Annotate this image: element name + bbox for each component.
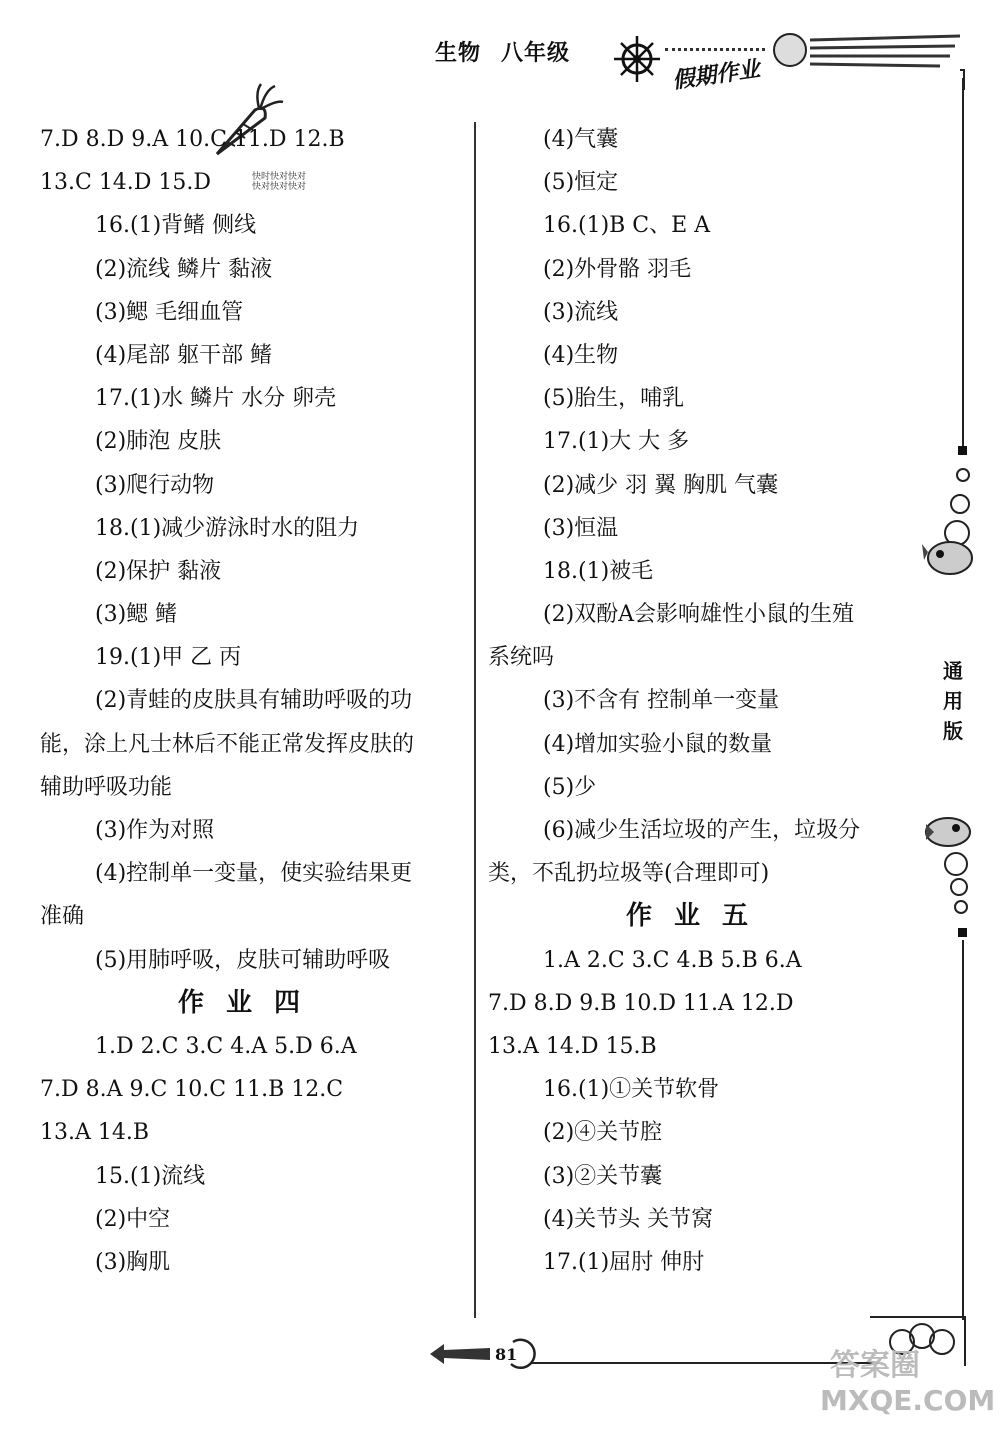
grade-label: 八年级 [501, 40, 571, 66]
corner-decoration-icon [770, 30, 970, 90]
answer-line: (3)不含有 控制单一变量 [543, 688, 780, 714]
section-heading: 作业五 [625, 901, 770, 932]
bubble-icon [950, 878, 968, 896]
answer-line: (6)减少生活垃圾的产生，垃圾分 [543, 818, 861, 843]
right-answer-column [488, 118, 908, 1284]
answer-line: (4)关节头 关节窝 [543, 1206, 714, 1232]
answer-line: (3)作为对照 [95, 818, 215, 843]
answer-line: 类，不乱扔垃圾等(合理即可) [488, 861, 770, 887]
answer-line: (2)中空 [95, 1206, 171, 1232]
answer-line: 18.(1)减少游泳时水的阻力 [95, 515, 360, 541]
answer-line: (2)减少 羽 翼 胸肌 气囊 [543, 472, 779, 498]
edition-label: 通用版 [943, 659, 963, 743]
answer-line: (2)青蛙的皮肤具有辅助呼吸的功 [95, 688, 413, 714]
answer-line: (5)少 [543, 774, 597, 800]
answer-line: (2)双酚A会影响雄性小鼠的生殖 [543, 602, 855, 628]
answer-line: (5)用肺呼吸，皮肤可辅助呼吸 [95, 947, 391, 973]
answer-line: 17.(1)屈肘 伸肘 [543, 1249, 705, 1275]
answer-line: 17.(1)大 大 多 [543, 429, 690, 455]
fish-mascot-icon [920, 532, 976, 582]
watermark-logo: 答案圈 [830, 1348, 920, 1383]
bubble-icon [950, 494, 970, 514]
answer-line: 7.D 8.A 9.C 10.C 11.B 12.C [40, 1077, 344, 1103]
header-dotted-rule [665, 48, 765, 51]
page-header [435, 36, 570, 67]
answer-line: 1.D 2.C 3.C 4.A 5.D 6.A [95, 1033, 357, 1059]
answer-line: 19.(1)甲 乙 丙 [95, 645, 242, 671]
answer-line: (3)爬行动物 [95, 472, 215, 498]
answer-line: 16.(1)背鳍 侧线 [95, 213, 257, 239]
answer-line: 1.A 2.C 3.C 4.B 5.B 6.A [543, 947, 802, 973]
left-answer-column [40, 118, 460, 1284]
stamp-line-1: 快时快对快对 [252, 172, 307, 182]
answer-line: (2)流线 鳞片 黏液 [95, 256, 273, 282]
footer-rule [530, 1362, 880, 1364]
answer-line: 16.(1)①关节软骨 [543, 1077, 720, 1103]
answer-line: 17.(1)水 鳞片 水分 卵壳 [95, 386, 337, 412]
rule-end-marker [958, 446, 967, 455]
brand-logo: 假期作业 [670, 55, 762, 94]
answer-line: 15.(1)流线 [95, 1163, 206, 1189]
answer-line: (3)恒温 [543, 515, 619, 541]
fish-mascot-icon [920, 808, 976, 854]
answer-line: (4)增加实验小鼠的数量 [543, 731, 773, 757]
answer-line: 辅助呼吸功能 [40, 774, 173, 800]
rule-end-marker [958, 928, 967, 937]
answer-line: 18.(1)被毛 [543, 558, 654, 584]
answer-line: (4)控制单一变量，使实验结果更 [95, 861, 413, 887]
left-arrow-icon [430, 1342, 490, 1366]
bubble-icon [954, 900, 968, 914]
answer-line: (2)外骨骼 羽毛 [543, 256, 692, 282]
sidebar-rule-top [962, 78, 964, 446]
answer-line: (5)胎生，哺乳 [543, 386, 685, 412]
answer-line: 准确 [40, 904, 85, 930]
answer-line: 系统吗 [488, 645, 555, 671]
answer-line: 13.A 14.D 15.B [488, 1033, 657, 1059]
answer-line: (5)恒定 [543, 170, 619, 196]
stamp-line-2: 快对快对快对 [252, 182, 307, 192]
answer-line: (2)肺泡 皮肤 [95, 429, 222, 455]
section-heading: 作业四 [177, 987, 322, 1018]
answer-line: (4)气囊 [543, 127, 619, 152]
answer-line: (3)②关节囊 [543, 1163, 663, 1189]
column-divider [474, 122, 476, 1318]
answer-line: (3)流线 [543, 299, 619, 325]
page-number-ring-icon [505, 1336, 541, 1372]
answer-line: (4)生物 [543, 342, 619, 368]
watermark-url: MXQE.COM [820, 1384, 996, 1417]
answer-line: (3)鳃 毛细血管 [95, 299, 244, 325]
ship-wheel-icon [612, 34, 662, 84]
answer-line: 13.A 14.B [40, 1120, 150, 1146]
answer-line: (2)保护 黏液 [95, 558, 222, 584]
answer-line: 7.D 8.D 9.B 10.D 11.A 12.D [488, 990, 794, 1016]
answer-line: (4)尾部 躯干部 鳍 [95, 342, 273, 368]
bubble-icon [956, 468, 970, 482]
answer-line: (3)胸肌 [95, 1249, 171, 1275]
answer-line: 能，涂上凡士林后不能正常发挥皮肤的 [40, 731, 415, 757]
answer-line: 16.(1)B C、E A [543, 213, 711, 239]
bubble-icon [944, 852, 968, 876]
sidebar-rule-bottom [962, 940, 964, 1320]
answer-line: (2)④关节腔 [543, 1120, 663, 1146]
answer-line: 7.D 8.D 9.A 10.C 11.D 12.B [40, 127, 345, 152]
subject-label: 生物 [435, 40, 482, 66]
answer-line: (3)鳃 鳍 [95, 602, 178, 628]
answer-line: 13.C 14.D 15.D [40, 170, 212, 196]
page-number: 81 [495, 1345, 518, 1364]
